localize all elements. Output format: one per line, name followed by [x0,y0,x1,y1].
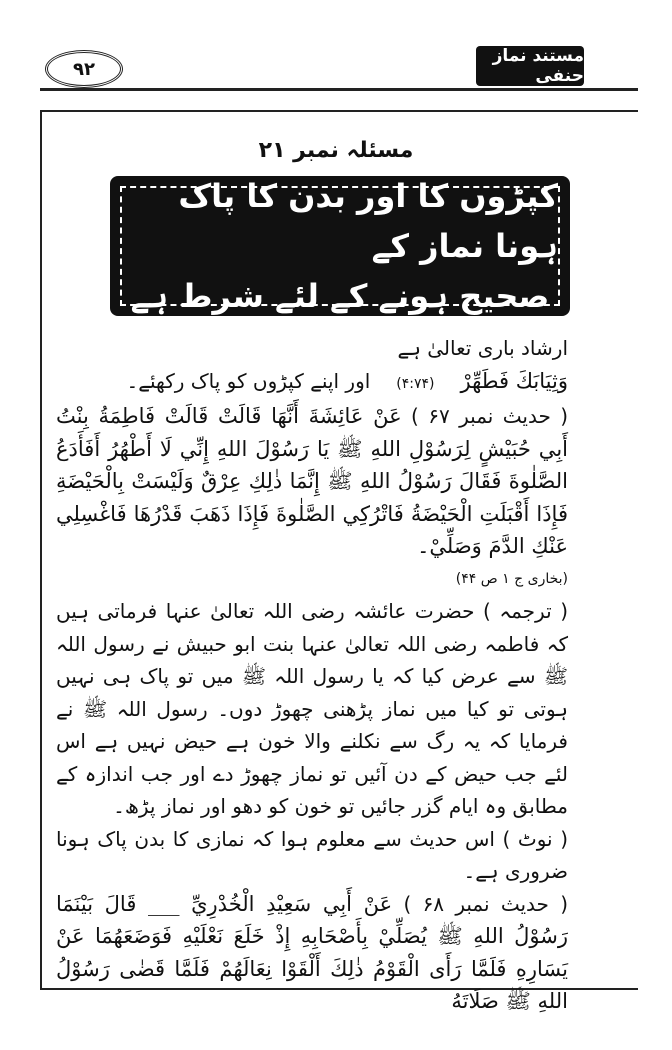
book-title-badge: مستند نماز حنفی [476,46,584,86]
hadith-67-reference-row [56,563,568,596]
verse-translation: اور اپنے کپڑوں کو پاک رکھئے۔ [126,368,371,393]
masala-heading: مسئلہ نمبر ۲۱ [258,138,414,163]
chapter-title-box [110,176,570,316]
hadith-68-arabic-text: عَنْ أَبِي سَعِيْدِ الْخُدْرِيِّ ___ قَالَ بَيْنَمَا رَسُوْلُ اللهِ ﷺ يُصَلِّيْ بِأَصْحَابِهِ إِذْ خَلَعَ نَعْلَيْهِ فَوَضَعَهُمَا عَنْ يَسَارِهِ فَلَمَّا رَأَى الْقَوْمُ ذٰلِكَ أَلْقَوْا نِعَالَهُمْ فَلَمَّا قَضٰى رَسُوْلُ اللهِ ﷺ صَلَاتَهُ [56,891,568,1013]
hadith-67-arabic-text: عَنْ عَائِشَةَ أَنَّهَا قَالَتْ قَالَتْ فَاطِمَةُ بِنْتُ أَبِي حُبَيْشٍ لِرَسُوْلِ اللهِ ﷺ يَا رَسُوْلَ اللهِ إِنِّي لَا أَطْهُرُ أَفَأَدَعُ الصَّلٰوةَ فَقَالَ رَسُوْلُ اللهِ ﷺ إِنَّمَا ذٰلِكِ عِرْقٌ وَلَيْسَتْ بِالْحَيْضَةِ فَإِذَا أَقْبَلَتِ الْحَيْضَةُ فَاتْرُكِي الصَّلٰوةَ فَإِذَا ذَهَبَ قَدْرُهَا فَاغْسِلِي عَنْكِ الدَّمَ وَصَلِّيْ۔ [56,404,568,558]
irshad-line: ارشاد باری تعالیٰ ہے [397,336,568,360]
page-body [56,332,568,1018]
note-paragraph: ( نوٹ ) اس حدیث سے معلوم ہوا کہ نمازی کا بدن پاک ہونا ضروری ہے۔ [56,826,568,883]
verse-arabic: وَثِيَابَكَ فَطَهِّرْ [460,368,568,393]
verse-row [56,365,568,401]
chapter-title-line-1: کپڑوں کا اور بدن کا پاک ہونا نماز کے [178,177,558,265]
hadith-68-number: ( حدیث نمبر ۶۸ ) [403,891,569,916]
hadith-67 [56,400,568,563]
verse-reference: (۴:۷۴) [396,375,435,392]
chapter-title-line-2: صحیح ہونے کے لئے شرط ہے [130,277,550,315]
hadith-67-reference: (بخاری ج ۱ ص ۴۴) [455,570,568,587]
hadith-67-number: ( حدیث نمبر ۶۷ ) [411,404,569,428]
header-rule [40,88,638,91]
tarjuma-paragraph: ( ترجمہ ) حضرت عائشہ رضی اللہ تعالیٰ عنہا فرماتی ہیں کہ فاطمہ رضی اللہ تعالیٰ عنہا بنت ابو حبیش نے رسول اللہ ﷺ سے عرض کیا کہ یا رسول اللہ ﷺ میں تو پاک ہی نہیں ہوتی تو کیا میں نماز پڑھنی چھوڑ دوں۔ رسول اللہ ﷺ نے فرمایا کہ یہ رگ سے نکلنے والا خون ہے حیض نہیں ہے اس لئے جب حیض کے دن آئیں تو نماز چھوڑ دے اور جب اندازہ کے مطابق وہ ایام گزر جائیں تو خون کو دھو اور نماز پڑھ۔ [56,599,568,818]
hadith-68 [56,888,568,1018]
chapter-title-frame [120,177,560,315]
page-number: ۹۲ [45,50,123,88]
